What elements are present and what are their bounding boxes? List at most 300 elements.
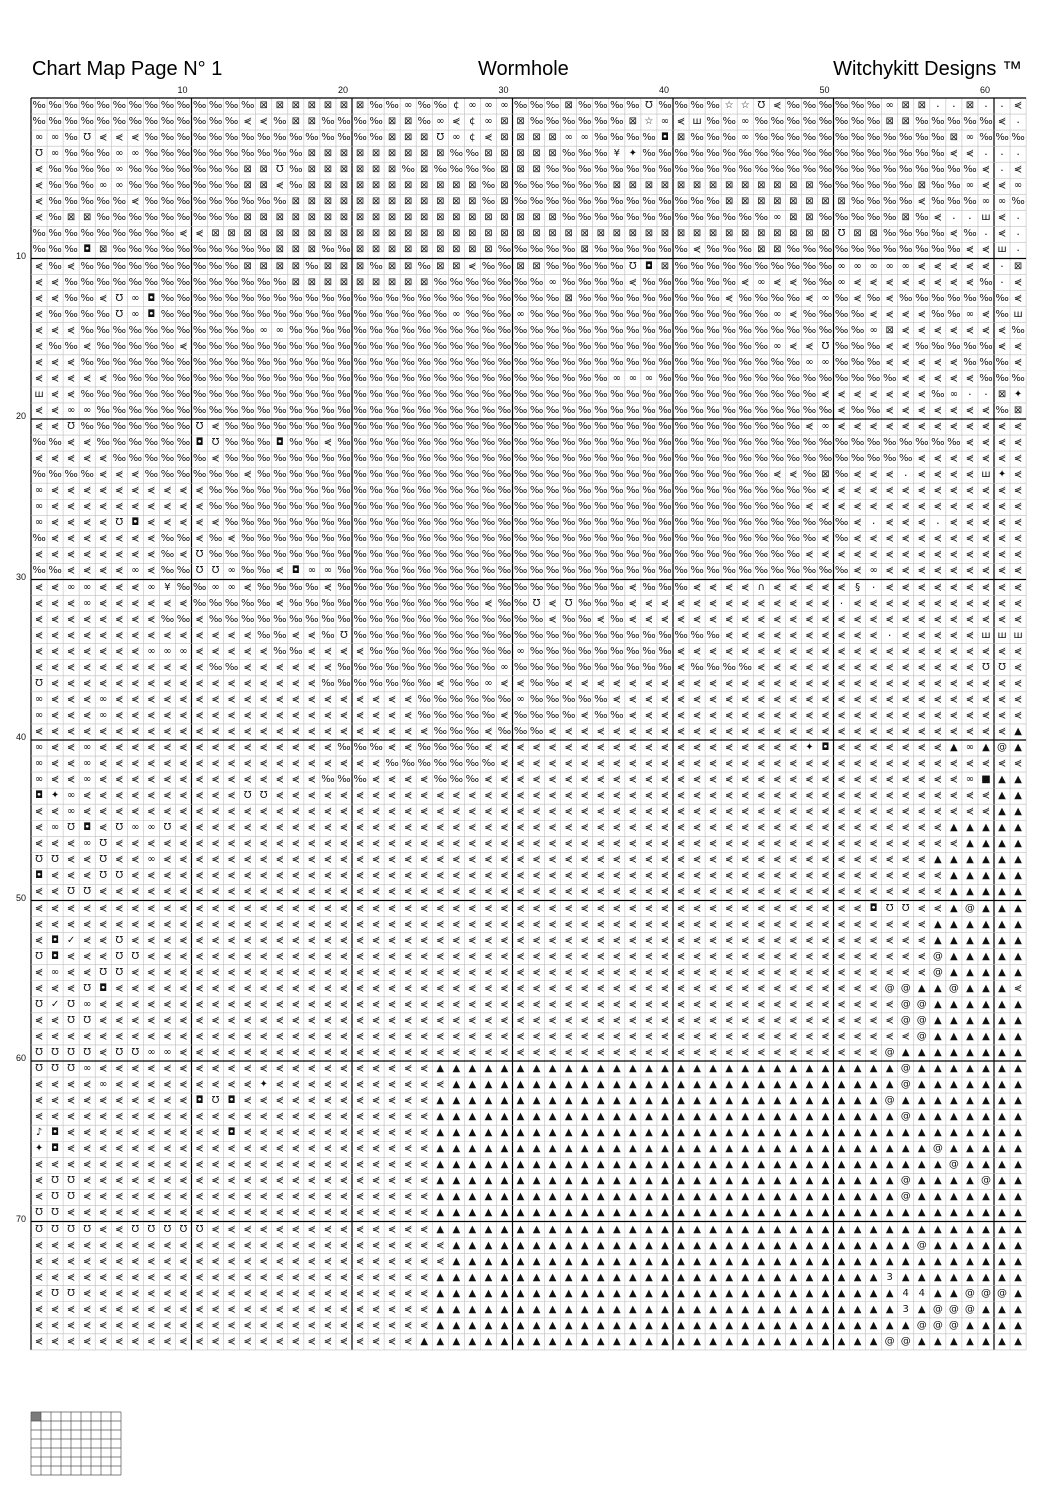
chart-symbol: ▲ <box>577 1206 592 1221</box>
chart-symbol: ⊠ <box>401 131 416 146</box>
chart-symbol: ‰ <box>369 291 384 306</box>
chart-symbol: ⋞ <box>738 917 753 932</box>
chart-symbol: ‰ <box>609 484 624 499</box>
chart-symbol: ⋞ <box>160 1206 175 1221</box>
chart-symbol: Ʊ <box>433 131 448 146</box>
chart-symbol: ⋞ <box>529 1013 544 1028</box>
chart-symbol: ⋞ <box>369 1110 384 1125</box>
chart-symbol: ⊠ <box>401 147 416 162</box>
chart-symbol: ⋞ <box>160 741 175 756</box>
chart-symbol: ▲ <box>433 1062 448 1077</box>
chart-symbol: ⋞ <box>545 933 560 948</box>
chart-symbol: ▲ <box>770 1254 785 1269</box>
chart-symbol: ⋞ <box>866 532 881 547</box>
chart-symbol: ⋞ <box>256 1174 271 1189</box>
chart-symbol: ⋞ <box>272 1094 287 1109</box>
chart-symbol: ‰ <box>529 115 544 130</box>
chart-symbol: ‰ <box>224 387 239 402</box>
chart-symbol: ▲ <box>609 1222 624 1237</box>
chart-symbol: ⋞ <box>706 869 721 884</box>
chart-symbol: ⋞ <box>32 307 47 322</box>
chart-symbol: ‰ <box>722 243 737 258</box>
chart-symbol: ▲ <box>834 1142 849 1157</box>
chart-symbol: ⋞ <box>176 628 191 643</box>
chart-symbol: ⋞ <box>433 901 448 916</box>
chart-symbol: ⋞ <box>48 724 63 739</box>
chart-symbol: ⋞ <box>256 997 271 1012</box>
chart-symbol: ‰ <box>786 99 801 114</box>
chart-symbol: ⋞ <box>529 741 544 756</box>
chart-symbol: ⋞ <box>208 1190 223 1205</box>
chart-symbol: ▲ <box>497 1286 512 1301</box>
chart-symbol: ⋞ <box>176 821 191 836</box>
chart-symbol: ‰ <box>690 628 705 643</box>
chart-symbol: ⋞ <box>577 885 592 900</box>
chart-symbol: ‰ <box>96 275 111 290</box>
chart-symbol: ⋞ <box>144 532 159 547</box>
chart-symbol: ⋞ <box>64 532 79 547</box>
chart-symbol: ⋞ <box>128 965 143 980</box>
chart-symbol: ⋞ <box>353 1238 368 1253</box>
chart-symbol: ‰ <box>320 371 335 386</box>
chart-symbol: ⋞ <box>866 500 881 515</box>
chart-symbol: ‰ <box>401 163 416 178</box>
chart-symbol: ⋞ <box>144 484 159 499</box>
chart-symbol: ⋞ <box>240 644 255 659</box>
chart-symbol: ‰ <box>722 420 737 435</box>
chart-symbol: ‰ <box>320 548 335 563</box>
chart-symbol: ‰ <box>866 436 881 451</box>
chart-symbol: ▲ <box>641 1190 656 1205</box>
chart-symbol: ⋞ <box>128 917 143 932</box>
chart-symbol: Ʊ <box>80 1222 95 1237</box>
chart-symbol: ‰ <box>481 323 496 338</box>
chart-symbol: ▲ <box>978 853 993 868</box>
chart-symbol: ▲ <box>834 1286 849 1301</box>
chart-symbol: ⋞ <box>224 965 239 980</box>
chart-symbol: ⊠ <box>786 227 801 242</box>
chart-symbol: ▲ <box>802 1078 817 1093</box>
chart-symbol: ⋞ <box>96 805 111 820</box>
chart-symbol: ⋞ <box>385 1302 400 1317</box>
chart-symbol: ‰ <box>770 548 785 563</box>
chart-symbol: ‰ <box>513 660 528 675</box>
chart-symbol: ⋞ <box>657 837 672 852</box>
chart-symbol: ‰ <box>545 436 560 451</box>
chart-symbol: ⋞ <box>497 821 512 836</box>
chart-symbol: ⋞ <box>64 1238 79 1253</box>
chart-symbol: ‰ <box>641 532 656 547</box>
chart-symbol: ⋞ <box>385 789 400 804</box>
chart-symbol: ▲ <box>786 1126 801 1141</box>
chart-symbol: ⋞ <box>914 371 929 386</box>
chart-symbol: ⋞ <box>946 548 961 563</box>
chart-symbol: ‰ <box>449 291 464 306</box>
row-number: 70 <box>16 1214 26 1224</box>
chart-symbol: ⋞ <box>304 708 319 723</box>
chart-symbol: ⋞ <box>112 1174 127 1189</box>
chart-symbol: ⋞ <box>754 628 769 643</box>
chart-symbol: ⊠ <box>674 227 689 242</box>
chart-symbol: ▲ <box>545 1270 560 1285</box>
chart-symbol: ⋞ <box>64 564 79 579</box>
chart-symbol: ⋞ <box>192 917 207 932</box>
chart-symbol: ▲ <box>995 1254 1010 1269</box>
chart-symbol: ‰ <box>802 243 817 258</box>
chart-symbol: ‰ <box>64 243 79 258</box>
chart-symbol: ⋞ <box>690 757 705 772</box>
chart-symbol: ⋞ <box>304 741 319 756</box>
chart-symbol: ⋞ <box>962 644 977 659</box>
chart-symbol: ⋞ <box>657 724 672 739</box>
chart-symbol: ▲ <box>995 1045 1010 1060</box>
chart-symbol: ⋞ <box>786 917 801 932</box>
chart-symbol: ‰ <box>144 371 159 386</box>
chart-symbol: ‰ <box>802 436 817 451</box>
chart-symbol: ‰ <box>625 131 640 146</box>
chart-symbol: ⋞ <box>818 644 833 659</box>
chart-symbol: ‰ <box>674 532 689 547</box>
chart-symbol: ‰ <box>866 115 881 130</box>
chart-symbol: ⋞ <box>898 773 913 788</box>
chart-symbol: ⋞ <box>288 853 303 868</box>
chart-symbol: ⋞ <box>995 724 1010 739</box>
chart-symbol: ⋞ <box>1011 644 1026 659</box>
chart-symbol: ⋞ <box>192 1110 207 1125</box>
chart-symbol: ⋞ <box>272 821 287 836</box>
chart-symbol: ⋞ <box>128 1013 143 1028</box>
chart-symbol: ‰ <box>256 548 271 563</box>
chart-symbol: ⋞ <box>160 516 175 531</box>
chart-symbol: ⊠ <box>417 163 432 178</box>
chart-symbol: ⋞ <box>272 1222 287 1237</box>
chart-symbol: ⋞ <box>320 981 335 996</box>
chart-symbol: ⋞ <box>770 1045 785 1060</box>
chart-symbol: ⋞ <box>272 708 287 723</box>
chart-symbol: ‰ <box>722 500 737 515</box>
chart-symbol: ⋞ <box>545 612 560 627</box>
chart-symbol: ▲ <box>995 789 1010 804</box>
chart-symbol: ‰ <box>674 211 689 226</box>
chart-symbol: ▲ <box>609 1094 624 1109</box>
chart-symbol: ‰ <box>513 179 528 194</box>
chart-symbol: ▲ <box>930 1094 945 1109</box>
chart-symbol: ‰ <box>850 195 865 210</box>
chart-symbol: ⋞ <box>770 933 785 948</box>
chart-symbol: ‰ <box>914 131 929 146</box>
chart-symbol: ‰ <box>529 179 544 194</box>
chart-symbol: ‰ <box>417 452 432 467</box>
chart-symbol: ⋞ <box>192 612 207 627</box>
chart-symbol: ⋞ <box>850 275 865 290</box>
chart-symbol: ▲ <box>770 1286 785 1301</box>
chart-symbol: ‰ <box>288 500 303 515</box>
chart-symbol: ⋞ <box>802 869 817 884</box>
chart-symbol: ▲ <box>754 1334 769 1349</box>
chart-symbol: ▲ <box>625 1078 640 1093</box>
chart-symbol: ‰ <box>353 115 368 130</box>
chart-symbol: ‰ <box>176 387 191 402</box>
chart-symbol: ⊠ <box>657 259 672 274</box>
chart-symbol: ‰ <box>64 227 79 242</box>
chart-symbol: ∞ <box>96 708 111 723</box>
chart-symbol: ⋞ <box>176 1045 191 1060</box>
chart-symbol: ⋞ <box>609 981 624 996</box>
chart-symbol: ш <box>995 243 1010 258</box>
chart-symbol: ‰ <box>240 596 255 611</box>
chart-symbol: ‰ <box>850 147 865 162</box>
chart-symbol: ⋞ <box>529 981 544 996</box>
chart-symbol: ⊠ <box>288 259 303 274</box>
chart-symbol: ⋞ <box>946 452 961 467</box>
chart-symbol: ⋞ <box>417 853 432 868</box>
chart-symbol: ‰ <box>866 211 881 226</box>
chart-symbol: ▲ <box>465 1302 480 1317</box>
chart-symbol: ⋞ <box>802 773 817 788</box>
chart-symbol: ⋞ <box>304 1029 319 1044</box>
chart-symbol: ‰ <box>513 516 528 531</box>
chart-symbol: ‰ <box>674 564 689 579</box>
chart-symbol: ⊠ <box>320 163 335 178</box>
chart-symbol: ‰ <box>304 387 319 402</box>
chart-symbol: ▲ <box>866 1174 881 1189</box>
chart-symbol: ‰ <box>866 195 881 210</box>
chart-symbol: ‰ <box>224 420 239 435</box>
chart-symbol: ‰ <box>497 275 512 290</box>
chart-symbol: ‰ <box>288 452 303 467</box>
chart-symbol: ⋞ <box>272 1190 287 1205</box>
chart-symbol: ⋞ <box>481 965 496 980</box>
chart-symbol: ⋞ <box>336 724 351 739</box>
chart-symbol: ⋞ <box>513 1045 528 1060</box>
chart-symbol: ‰ <box>786 484 801 499</box>
chart-symbol: ▲ <box>995 1206 1010 1221</box>
chart-symbol: ▲ <box>818 1270 833 1285</box>
chart-symbol: ⊠ <box>625 179 640 194</box>
chart-symbol: ⋞ <box>208 420 223 435</box>
chart-symbol: ⋞ <box>818 708 833 723</box>
chart-symbol: ⋞ <box>160 933 175 948</box>
chart-symbol: ⋞ <box>320 1318 335 1333</box>
chart-symbol: ‰ <box>369 548 384 563</box>
chart-symbol: ⋞ <box>256 853 271 868</box>
chart-symbol: ‰ <box>738 259 753 274</box>
chart-symbol: ⋞ <box>320 1062 335 1077</box>
chart-symbol: ⋞ <box>336 869 351 884</box>
chart-symbol: ‰ <box>272 548 287 563</box>
chart-symbol: ⋞ <box>802 724 817 739</box>
chart-symbol: ⋞ <box>128 1270 143 1285</box>
chart-symbol: ▲ <box>625 1238 640 1253</box>
chart-symbol: ▲ <box>449 1126 464 1141</box>
chart-symbol: ⋞ <box>802 1013 817 1028</box>
chart-symbol: ⋞ <box>336 1013 351 1028</box>
chart-symbol: ⋞ <box>738 997 753 1012</box>
chart-symbol: ⋞ <box>850 901 865 916</box>
chart-symbol: ‰ <box>336 580 351 595</box>
chart-symbol: ⋞ <box>882 869 897 884</box>
chart-symbol: ▲ <box>834 1238 849 1253</box>
chart-symbol: ‰ <box>256 628 271 643</box>
chart-symbol: ⋞ <box>224 1142 239 1157</box>
chart-symbol: ⊠ <box>369 227 384 242</box>
chart-symbol: ⋞ <box>176 965 191 980</box>
chart-symbol: ‰ <box>545 708 560 723</box>
chart-symbol: ‰ <box>304 307 319 322</box>
chart-symbol: Ʊ <box>64 1045 79 1060</box>
chart-symbol: ▲ <box>978 1190 993 1205</box>
chart-symbol: ⋞ <box>641 997 656 1012</box>
chart-symbol: ▲ <box>738 1062 753 1077</box>
chart-symbol: Ʊ <box>240 789 255 804</box>
chart-symbol: ‰ <box>770 403 785 418</box>
chart-symbol: ▲ <box>946 1062 961 1077</box>
chart-symbol: ⊠ <box>465 211 480 226</box>
chart-symbol: ⋞ <box>272 789 287 804</box>
chart-symbol: ⊠ <box>561 99 576 114</box>
chart-symbol: @ <box>946 981 961 996</box>
chart-symbol: ⋞ <box>625 612 640 627</box>
chart-symbol: ‰ <box>866 99 881 114</box>
chart-symbol: ⋞ <box>866 1045 881 1060</box>
chart-symbol: ⋞ <box>224 821 239 836</box>
chart-symbol: ⋞ <box>304 1013 319 1028</box>
chart-symbol: ‰ <box>304 612 319 627</box>
chart-symbol: ‰ <box>786 131 801 146</box>
chart-symbol: ⋞ <box>866 805 881 820</box>
chart-symbol: ▲ <box>930 933 945 948</box>
chart-symbol: ‰ <box>770 323 785 338</box>
chart-symbol: ‰ <box>754 420 769 435</box>
chart-symbol: ⋞ <box>272 1142 287 1157</box>
chart-symbol: ‰ <box>609 259 624 274</box>
chart-symbol: ⋞ <box>834 692 849 707</box>
chart-symbol: ‰ <box>272 532 287 547</box>
chart-symbol: Ʊ <box>80 131 95 146</box>
chart-symbol: ‰ <box>369 628 384 643</box>
chart-symbol: 3 <box>882 1270 897 1285</box>
chart-symbol: ‰ <box>288 532 303 547</box>
chart-symbol: ‰ <box>577 339 592 354</box>
chart-symbol: ⊠ <box>256 99 271 114</box>
chart-symbol: ⋞ <box>176 660 191 675</box>
chart-symbol: Ʊ <box>144 1222 159 1237</box>
chart-symbol: ▲ <box>497 1302 512 1317</box>
chart-symbol: ‰ <box>754 211 769 226</box>
chart-symbol: ⋞ <box>898 885 913 900</box>
chart-symbol: ⋞ <box>722 596 737 611</box>
chart-symbol: ‰ <box>866 163 881 178</box>
chart-symbol: ▲ <box>561 1206 576 1221</box>
chart-symbol: ∞ <box>738 115 753 130</box>
chart-symbol: ⋞ <box>401 773 416 788</box>
chart-symbol: ⋞ <box>369 1013 384 1028</box>
chart-symbol: ‰ <box>609 211 624 226</box>
chart-symbol: ⋞ <box>674 773 689 788</box>
chart-symbol: ▲ <box>481 1110 496 1125</box>
chart-symbol: ‰ <box>224 403 239 418</box>
chart-symbol: ▲ <box>465 1062 480 1077</box>
chart-symbol: ⊠ <box>802 227 817 242</box>
chart-symbol: ▲ <box>834 1302 849 1317</box>
chart-symbol: ‰ <box>898 131 913 146</box>
chart-symbol: ⋞ <box>385 1254 400 1269</box>
chart-symbol: ‰ <box>112 195 127 210</box>
chart-symbol: ⋞ <box>336 757 351 772</box>
chart-symbol: ⋞ <box>128 1029 143 1044</box>
chart-symbol: ‰ <box>995 307 1010 322</box>
chart-symbol: ‰ <box>272 420 287 435</box>
chart-symbol: @ <box>930 949 945 964</box>
chart-symbol: ‰ <box>401 548 416 563</box>
chart-symbol: ▲ <box>513 1238 528 1253</box>
chart-symbol: ⋞ <box>112 1142 127 1157</box>
chart-symbol: ⋞ <box>80 644 95 659</box>
chart-symbol: ⋞ <box>176 516 191 531</box>
chart-symbol: ‰ <box>738 564 753 579</box>
chart-symbol: ▲ <box>706 1238 721 1253</box>
chart-symbol: @ <box>946 1318 961 1333</box>
chart-symbol: ⋞ <box>834 885 849 900</box>
chart-symbol: ▲ <box>930 1013 945 1028</box>
chart-symbol: ⋞ <box>834 853 849 868</box>
chart-symbol: ⋞ <box>128 805 143 820</box>
chart-symbol: ‰ <box>433 452 448 467</box>
chart-symbol: ⋞ <box>529 821 544 836</box>
chart-symbol: ⋞ <box>818 837 833 852</box>
chart-symbol: ▲ <box>866 1334 881 1349</box>
chart-symbol: ‰ <box>320 131 335 146</box>
chart-symbol: ⊠ <box>577 243 592 258</box>
chart-symbol: ⋞ <box>770 612 785 627</box>
chart-symbol: ⊠ <box>770 179 785 194</box>
chart-symbol: ‰ <box>593 179 608 194</box>
chart-symbol: ⋞ <box>561 853 576 868</box>
chart-symbol: ⋞ <box>320 1013 335 1028</box>
chart-symbol: ▲ <box>802 1222 817 1237</box>
chart-symbol: ‰ <box>48 307 63 322</box>
chart-symbol: ▲ <box>657 1334 672 1349</box>
chart-symbol: ⋞ <box>336 821 351 836</box>
chart-symbol: ‰ <box>320 387 335 402</box>
chart-symbol: ш <box>1011 628 1026 643</box>
chart-symbol: ‰ <box>144 147 159 162</box>
chart-symbol: ⋞ <box>369 997 384 1012</box>
chart-symbol: ‰ <box>497 468 512 483</box>
chart-symbol: 3 <box>898 1302 913 1317</box>
chart-symbol: ⋞ <box>192 1190 207 1205</box>
chart-symbol: ‰ <box>465 323 480 338</box>
chart-symbol: ⋞ <box>369 757 384 772</box>
chart-symbol: ‰ <box>706 371 721 386</box>
chart-symbol: ‰ <box>272 644 287 659</box>
chart-symbol: ⋞ <box>240 1270 255 1285</box>
chart-symbol: ▲ <box>641 1078 656 1093</box>
chart-symbol: ⋞ <box>465 837 480 852</box>
chart-symbol: ⋞ <box>112 644 127 659</box>
chart-symbol: ‰ <box>433 307 448 322</box>
chart-symbol: ⋞ <box>96 644 111 659</box>
chart-symbol: ⋞ <box>240 692 255 707</box>
chart-symbol: ‰ <box>962 163 977 178</box>
chart-symbol: ▲ <box>786 1142 801 1157</box>
chart-symbol: ‰ <box>722 259 737 274</box>
chart-symbol: ‰ <box>144 355 159 370</box>
chart-symbol: ‰ <box>866 147 881 162</box>
chart-symbol: ‰ <box>224 371 239 386</box>
chart-symbol: ⋞ <box>449 981 464 996</box>
chart-symbol: ⋞ <box>609 869 624 884</box>
